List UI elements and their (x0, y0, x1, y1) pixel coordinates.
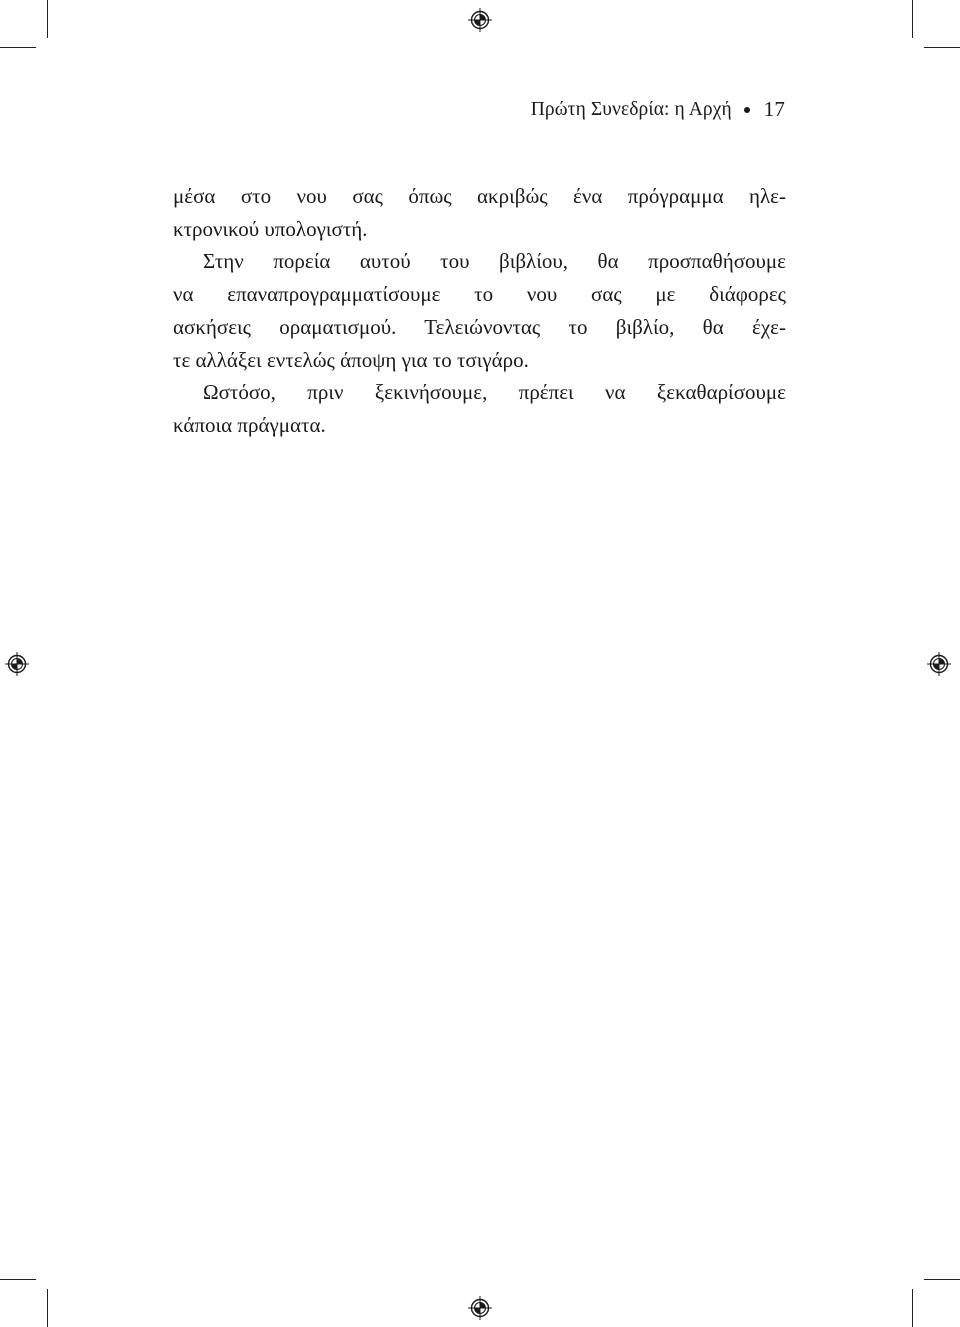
text-line: μέσα στο νου σας όπως ακριβώς ένα πρόγραμμα ηλε- (173, 184, 786, 208)
text-line: τε αλλάξει εντελώς άποψη για το τσιγάρο. (173, 347, 529, 372)
crop-mark-top-right-vertical (912, 0, 913, 38)
crop-mark-bottom-right-horizontal (924, 1279, 960, 1280)
crop-mark-top-right-horizontal (924, 47, 960, 48)
crop-mark-top-left-vertical (47, 0, 48, 38)
page-number: 17 (763, 97, 785, 121)
crop-mark-top-left-horizontal (0, 47, 36, 48)
crop-mark-bottom-left-horizontal (0, 1279, 36, 1280)
text-line: Ωστόσο, πριν ξεκινήσουμε, πρέπει να ξεκαθαρίσουμε (203, 380, 786, 405)
registration-target-icon (468, 1296, 492, 1320)
text-line: ασκήσεις οραματισμού. Τελειώνοντας το βιβλίο, θα έχε- (173, 314, 786, 339)
text-line: Στην πορεία αυτού του βιβλίου, θα προσπαθήσουμε (203, 249, 786, 274)
crop-mark-bottom-left-vertical (47, 1289, 48, 1327)
crop-mark-bottom-right-vertical (912, 1289, 913, 1327)
registration-target-icon (5, 652, 29, 676)
bullet-separator-icon (744, 107, 750, 113)
running-header-title: Πρώτη Συνεδρία: η Αρχή (530, 98, 732, 120)
running-header (531, 97, 785, 122)
registration-target-icon (927, 652, 951, 676)
text-line: κάποια πράγματα. (173, 412, 326, 437)
registration-target-icon (468, 8, 492, 32)
text-line: να επαναπρογραμματίσουμε το νου σας με διάφορες (173, 282, 786, 307)
body-text (173, 180, 786, 442)
text-line: κτρονικού υπολογιστή. (173, 216, 368, 241)
